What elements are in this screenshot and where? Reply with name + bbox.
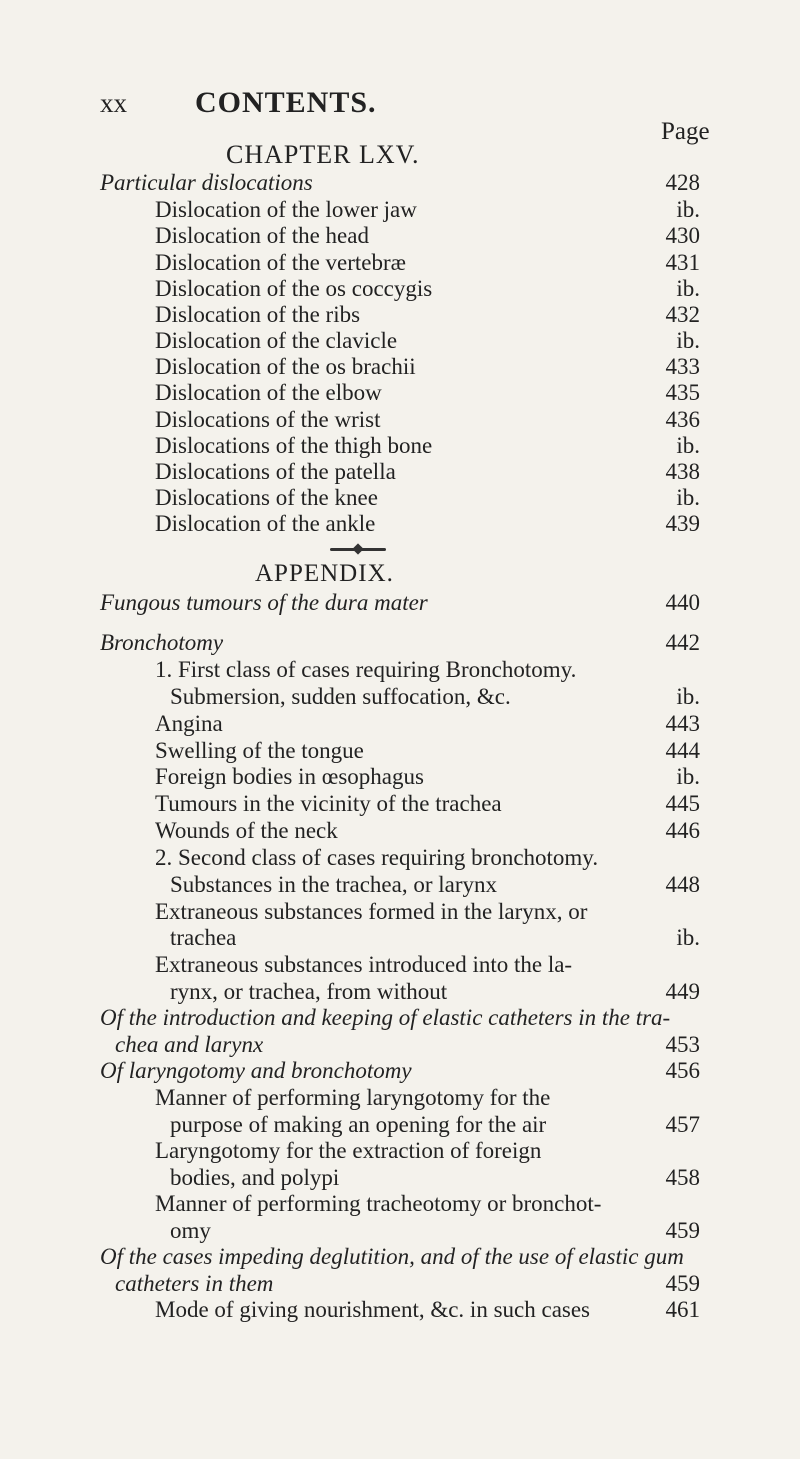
toc-entry-text: Of the cases impeding deglutition, and of the use of elastic gum [100, 1244, 684, 1269]
toc-entry-text: Dislocation of the head [155, 223, 369, 248]
toc-entry-page: 435 [665, 380, 700, 405]
toc-entry-page: 443 [665, 711, 700, 736]
toc-entry-page: 448 [665, 872, 700, 897]
toc-entry-page: 440 [665, 590, 700, 615]
toc-entry-page: 459 [665, 1271, 700, 1296]
toc-entry-page: 439 [665, 511, 700, 536]
toc-entry-text: Dislocation of the os coccygis [155, 276, 433, 301]
toc-entry-text: Dislocation of the lower jaw [155, 197, 417, 222]
toc-entry-page: 445 [665, 791, 700, 816]
toc-entry-page: ib. [676, 485, 700, 510]
toc-entry-page: 436 [665, 407, 700, 432]
page-column-label: Page [661, 118, 710, 145]
page-numeral: xx [100, 88, 127, 118]
toc-entry-page: 449 [665, 979, 700, 1004]
toc-entry-text: Laryngotomy for the extraction of foreign [155, 1138, 542, 1163]
toc-entry-text: Swelling of the tongue [155, 738, 364, 763]
toc-entry-page: 456 [665, 1058, 700, 1083]
toc-entry-page: ib. [676, 433, 700, 458]
toc-entry-page: 438 [665, 459, 700, 484]
toc-entry-text: Dislocations of the patella [155, 459, 396, 484]
toc-entry-text: chea and larynx [115, 1032, 264, 1057]
appendix-heading: APPENDIX. [255, 560, 394, 587]
toc-entry-text: Dislocations of the thigh bone [155, 433, 433, 458]
toc-entry-page: 459 [665, 1218, 700, 1243]
toc-entry-page: 442 [665, 630, 700, 655]
page-title: CONTENTS. [195, 86, 377, 119]
toc-entry-page: 431 [665, 250, 700, 275]
toc-entry-page: ib. [676, 925, 700, 950]
toc-entry-page: 446 [665, 818, 700, 843]
toc-entry-text: Extraneous substances formed in the larynx, or [155, 899, 588, 924]
toc-entry-text: Bronchotomy [100, 630, 224, 655]
ornamental-divider [330, 548, 386, 551]
toc-entry-page: ib. [676, 764, 700, 789]
toc-entry-text: 1. First class of cases requiring Bronchotomy. [155, 657, 577, 682]
toc-entry-page: ib. [676, 684, 700, 709]
toc-entry-page: 458 [665, 1165, 700, 1190]
toc-entry-text: Dislocations of the knee [155, 485, 378, 510]
chapter-heading: CHAPTER LXV. [226, 140, 420, 169]
toc-entry-text: purpose of making an opening for the air [170, 1112, 547, 1137]
toc-entry-text: Manner of performing laryngotomy for the [155, 1085, 551, 1110]
toc-entry-text: Submersion, sudden suffocation, &c. [170, 684, 511, 709]
toc-entry-text: Manner of performing tracheotomy or bronchot- [155, 1191, 602, 1216]
toc-entry-text: Mode of giving nourishment, &c. in such cases [155, 1297, 591, 1322]
toc-entry-text: Substances in the trachea, or larynx [170, 872, 497, 897]
toc-entry-page: 453 [665, 1032, 700, 1057]
toc-entry-page: 430 [665, 223, 700, 248]
toc-entry-page: ib. [676, 197, 700, 222]
toc-entry-text: Particular dislocations [100, 170, 313, 195]
toc-entry-text: Dislocation of the ankle [155, 511, 376, 536]
toc-entry-text: Dislocation of the os brachii [155, 354, 416, 379]
toc-entry-page: 428 [665, 170, 700, 195]
toc-entry-page: 432 [665, 302, 700, 327]
toc-entry-text: catheters in them [115, 1271, 274, 1296]
toc-entry-text: Tumours in the vicinity of the trachea [155, 791, 502, 816]
toc-entry-page: 461 [665, 1297, 700, 1322]
toc-entry-text: Dislocations of the wrist [155, 407, 381, 432]
toc-entry-text: Of the introduction and keeping of elastic catheters in the tra- [100, 1005, 671, 1030]
toc-entry-text: rynx, or trachea, from without [170, 979, 448, 1004]
toc-entry-text: Dislocation of the ribs [155, 302, 361, 327]
toc-entry-text: trachea [170, 925, 237, 950]
toc-entry-text: 2. Second class of cases requiring bronchotomy. [155, 845, 599, 870]
toc-entry-text: Dislocation of the clavicle [155, 328, 398, 353]
toc-entry-text: Foreign bodies in œsophagus [155, 764, 424, 789]
toc-entry-text: Wounds of the neck [155, 818, 338, 843]
toc-entry-text: omy [170, 1218, 211, 1243]
toc-entry-page: 457 [665, 1112, 700, 1137]
toc-entry-page: ib. [676, 328, 700, 353]
toc-entry-text: bodies, and polypi [170, 1165, 340, 1190]
toc-entry-text: Fungous tumours of the dura mater [100, 590, 428, 615]
toc-entry-text: Dislocation of the elbow [155, 380, 382, 405]
toc-entry-text: Angina [155, 711, 223, 736]
toc-entry-text: Dislocation of the vertebræ [155, 250, 407, 275]
toc-entry-page: ib. [676, 276, 700, 301]
toc-entry-text: Extraneous substances introduced into the la- [155, 952, 573, 977]
toc-entry-page: 433 [665, 354, 700, 379]
toc-entry-text: Of laryngotomy and bronchotomy [100, 1058, 412, 1083]
toc-entry-page: 444 [665, 738, 700, 763]
